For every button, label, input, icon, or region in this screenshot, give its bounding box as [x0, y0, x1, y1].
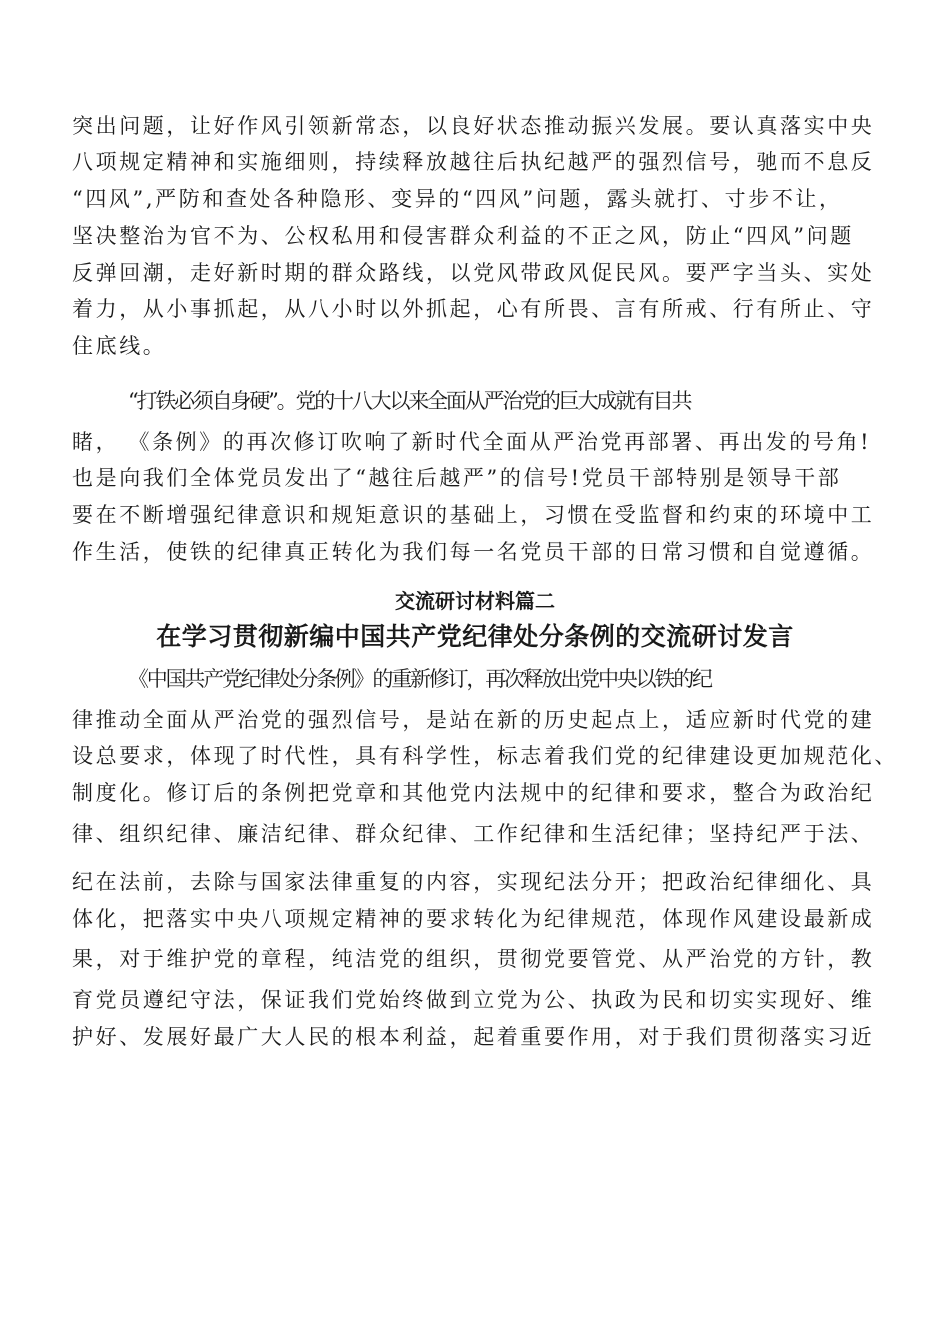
text-line: “打铁必须自身硬”。党的十八大以来全面从严治党的巨大成就有目共 — [128, 389, 691, 413]
text-line: 要在不断增强纪律意识和规矩意识的基础上，习惯在受监督和约束的环境中工 — [72, 503, 875, 527]
text-line: 制度化。修订后的条例把党章和其他党内法规中的纪律和要求，整合为政治纪 — [72, 781, 875, 805]
text-line: 果，对于维护党的章程，纯洁党的组织，贯彻党要管党、从严治党的方针，教 — [72, 947, 875, 971]
text-line: 睹， 《条例》的再次修订吹响了新时代全面从严治党再部署、再出发的号角! — [72, 430, 872, 454]
text-line: 护好、发展好最广大人民的根本利益，起着重要作用，对于我们贯彻落实习近 — [72, 1025, 875, 1049]
text-line: 八项规定精神和实施细则，持续释放越往后执纪越严的强烈信号，驰而不息反 — [72, 150, 875, 174]
text-line: 住底线。 — [72, 334, 167, 358]
text-line: 突出问题，让好作风引领新常态，以良好状态推动振兴发展。要认真落实中央 — [72, 114, 875, 138]
text-line: 育党员遵纪守法，保证我们党始终做到立党为公、执政为民和切实实现好、维 — [72, 988, 875, 1012]
text-line: 着力，从小事抓起，从八小时以外抓起，心有所畏、言有所戒、行有所止、守 — [72, 297, 875, 321]
text-line: 体化，把落实中央八项规定精神的要求转化为纪律规范，体现作风建设最新成 — [72, 907, 875, 931]
text-line: 坚决整治为官不为、公权私用和侵害群众利益的不正之风，防止“四风”问题 — [72, 224, 854, 248]
text-line: 设总要求，体现了时代性，具有科学性，标志着我们党的纪律建设更加规范化、 — [72, 744, 898, 768]
text-line: 律、组织纪律、廉洁纪律、群众纪律、工作纪律和生活纪律；坚持纪严于法、 — [72, 822, 875, 846]
text-line: 也是向我们全体党员发出了“越往后越严”的信号!党员干部特别是领导干部 — [72, 466, 842, 490]
text-line: 反弹回潮，走好新时期的群众路线，以党风带政风促民风。要严字当头、实处 — [72, 261, 875, 285]
text-line: “四风”,严防和查处各种隐形、变异的“四风”问题，露头就打、寸步不让， — [72, 187, 843, 211]
text-line: 律推动全面从严治党的强烈信号，是站在新的历史起点上，适应新时代党的建 — [72, 708, 875, 732]
text-line: 《中国共产党纪律处分条例》的重新修订，再次释放出党中央以铁的纪 — [128, 667, 711, 691]
section-label: 交流研讨材料篇二 — [395, 589, 555, 613]
section-title: 在学习贯彻新编中国共产党纪律处分条例的交流研讨发言 — [156, 622, 794, 651]
text-line: 作生活，使铁的纪律真正转化为我们每一名党员干部的日常习惯和自觉遵循。 — [72, 540, 875, 564]
text-line: 纪在法前，去除与国家法律重复的内容，实现纪法分开；把政治纪律细化、具 — [72, 870, 875, 894]
